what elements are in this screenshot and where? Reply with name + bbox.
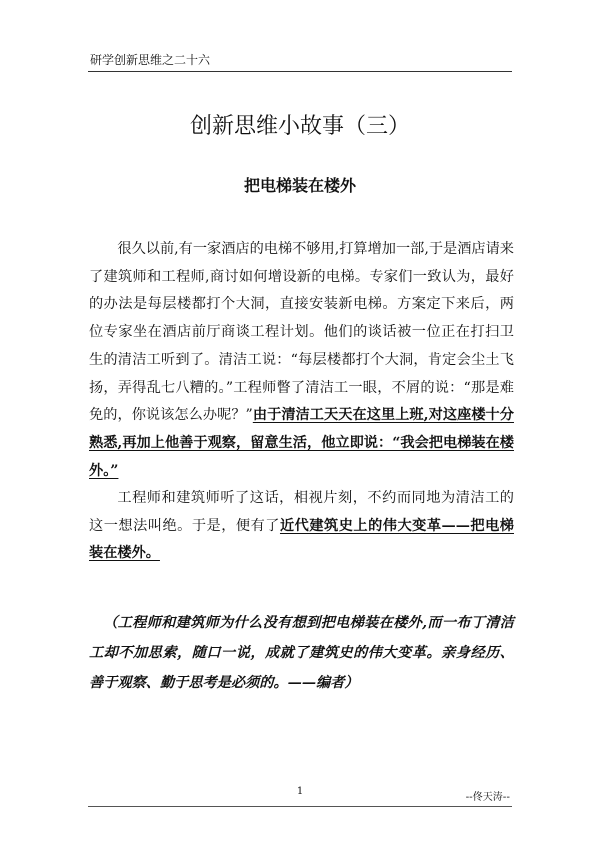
footer-divider (88, 806, 512, 807)
story-paragraph-2-text: 工程师和建筑师听了这话，相视片刻，不约而同地为清洁工的这一想法叫绝。于是，便有了 (89, 490, 514, 534)
story-paragraph-2-highlight: 近代建筑史上的伟大变革——把电梯装在楼外。 (89, 517, 514, 562)
header-series-title: 研学创新思维之二十六 (90, 53, 211, 67)
page-number: 1 (296, 786, 304, 797)
story-paragraph-2 (89, 485, 514, 568)
story-paragraph-1-highlight: 由于清洁工天天在这里上班,对这座楼十分熟悉,再加上他善于观察，留意生活，他立即说：“我会把电梯装在楼外。” (89, 407, 514, 479)
header-divider (88, 71, 512, 72)
page-title: 创新思维小故事（三） (189, 114, 410, 139)
story-paragraph-1 (89, 236, 514, 485)
editor-note: （工程师和建筑师为什么没有想到把电梯装在楼外,而一布丁清洁工却不加思索，随口一说，成就了建筑史的伟大变革。亲身经历、善于观察、勤于思考是必须的。——编者） (89, 615, 514, 691)
story-paragraph-1-text: 很久以前,有一家酒店的电梯不够用,打算增加一部,于是酒店请来了建筑师和工程师,商讨如何增设新的电梯。专家们一致认为，最好的办法是每层楼都打个大洞，直接安装新电梯。方案定下来后，两位专家坐在酒店前厅商谈工程计划。他们的谈话被一位正在打扫卫生的清洁工听到了。清洁工说：“每层楼都打个大洞，肯定会尘土飞扬，弄得乱七八糟的。”工程师瞥了清洁工一眼，不屑的说：“那是难免的，你说该怎么办呢？” (89, 241, 514, 424)
story-title: 把电梯装在楼外 (243, 176, 356, 195)
footer-author: --佟天涛-- (465, 792, 510, 803)
